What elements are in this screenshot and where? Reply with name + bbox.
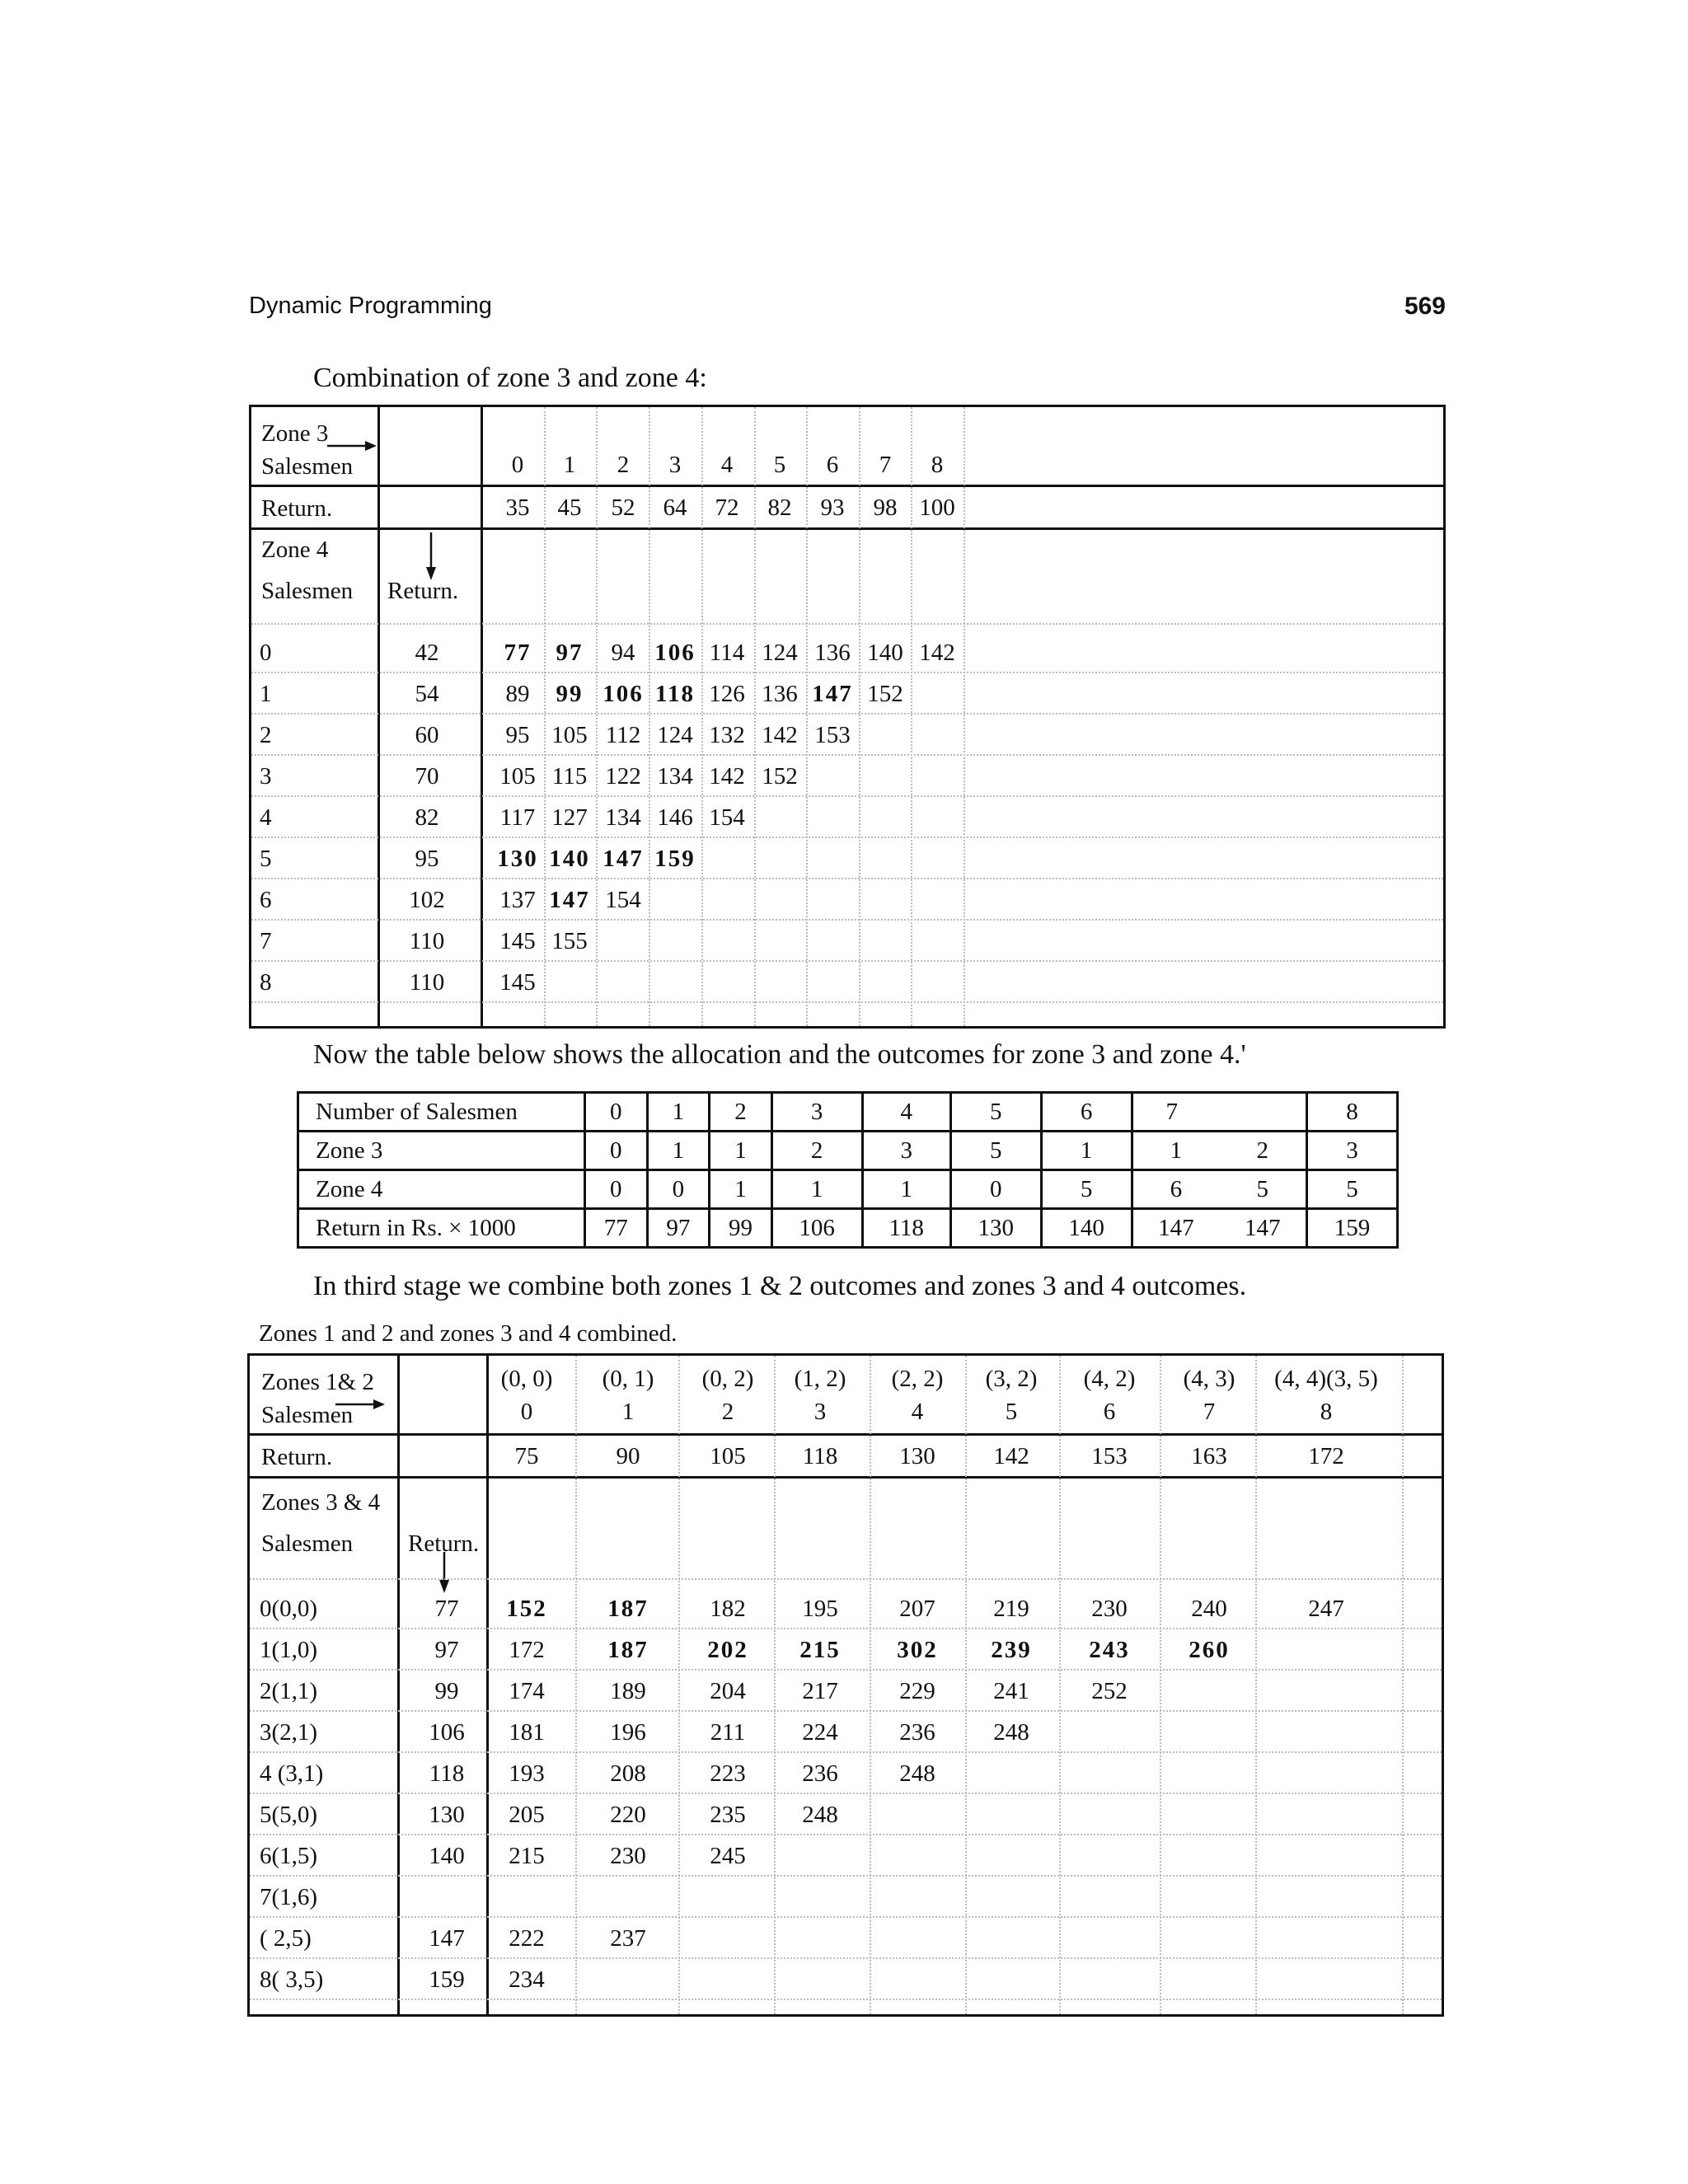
zones34-return-label: Return. bbox=[408, 1530, 480, 1557]
cell: 0 bbox=[950, 1170, 1041, 1209]
row-salesmen: 3 bbox=[260, 763, 272, 790]
col-header: 5 bbox=[773, 452, 786, 478]
table-cell: 230 bbox=[610, 1843, 646, 1869]
col-header: 1 bbox=[621, 1399, 635, 1425]
cell: 1 bbox=[862, 1170, 950, 1209]
label-zone3: Zone 3 bbox=[298, 1132, 585, 1170]
table-cell: 122 bbox=[605, 763, 641, 790]
table-cell: 145 bbox=[499, 969, 536, 996]
cell: 1 bbox=[710, 1132, 772, 1170]
col-return: 93 bbox=[820, 494, 845, 521]
row-salesmen: 5(5,0) bbox=[260, 1802, 318, 1828]
row-salesmen: 0 bbox=[260, 640, 272, 666]
col-return: 105 bbox=[710, 1443, 746, 1469]
table-cell: 211 bbox=[710, 1719, 746, 1746]
table-cell: 205 bbox=[509, 1802, 545, 1828]
cell: 3 bbox=[1307, 1132, 1398, 1170]
table-cell: 124 bbox=[762, 640, 798, 666]
table-cell: 229 bbox=[899, 1678, 935, 1704]
zone4-salesmen-label: Salesmen bbox=[261, 578, 354, 604]
row-salesmen: 2(1,1) bbox=[260, 1678, 318, 1704]
col-pair: (0, 0) bbox=[500, 1366, 553, 1392]
table-cell: 159 bbox=[654, 846, 696, 872]
cell: 2 bbox=[710, 1093, 772, 1132]
zones34-header: Zones 3 & 4 bbox=[261, 1489, 381, 1516]
table-cell: 137 bbox=[499, 887, 536, 913]
right-arrow-icon bbox=[335, 1399, 385, 1410]
table-cell: 217 bbox=[802, 1678, 838, 1704]
cell: 0 bbox=[585, 1132, 648, 1170]
table-cell: 243 bbox=[1089, 1637, 1130, 1663]
col-header: 5 bbox=[1005, 1399, 1018, 1425]
col-header: 0 bbox=[520, 1399, 533, 1425]
cell: 1 bbox=[1041, 1132, 1132, 1170]
row-return: 77 bbox=[434, 1596, 459, 1622]
row-salesmen: 8 bbox=[260, 969, 272, 996]
table-cell: 130 bbox=[497, 846, 538, 872]
row-salesmen: 4 bbox=[260, 804, 272, 831]
cell: 5 bbox=[1219, 1170, 1306, 1209]
table-cell: 114 bbox=[709, 640, 745, 666]
table-cell: 99 bbox=[556, 681, 584, 707]
table-cell: 208 bbox=[610, 1760, 646, 1787]
col-header: 2 bbox=[721, 1399, 734, 1425]
table-cell: 105 bbox=[551, 722, 588, 748]
cell: 3 bbox=[771, 1093, 862, 1132]
table-cell: 248 bbox=[899, 1760, 935, 1787]
row-salesmen: 1(1,0) bbox=[260, 1637, 318, 1663]
table-cell: 152 bbox=[762, 763, 798, 790]
table-cell: 240 bbox=[1191, 1596, 1227, 1622]
cell: 130 bbox=[950, 1209, 1041, 1248]
table-cell: 134 bbox=[605, 804, 641, 831]
row-return: 95 bbox=[415, 846, 439, 872]
table-cell: 193 bbox=[509, 1760, 545, 1787]
table-cell: 117 bbox=[499, 804, 536, 831]
cell: 1 bbox=[647, 1093, 710, 1132]
table-cell: 97 bbox=[556, 640, 584, 666]
table-cell: 302 bbox=[897, 1637, 938, 1663]
row-return: 106 bbox=[429, 1719, 465, 1746]
table-cell: 195 bbox=[802, 1596, 838, 1622]
zone4-return-label: Return. bbox=[387, 578, 459, 604]
table-cell: 260 bbox=[1189, 1637, 1230, 1663]
row-salesmen: 5 bbox=[260, 846, 272, 872]
table-cell: 145 bbox=[499, 928, 536, 954]
cell: 77 bbox=[585, 1209, 648, 1248]
col-header: 2 bbox=[617, 452, 630, 478]
table-cell: 147 bbox=[603, 846, 644, 872]
table-cell: 245 bbox=[710, 1843, 746, 1869]
table-cell: 132 bbox=[709, 722, 745, 748]
table-cell: 77 bbox=[504, 640, 532, 666]
table-cell: 147 bbox=[812, 681, 853, 707]
table-cell: 89 bbox=[505, 681, 530, 707]
col-return: 100 bbox=[919, 494, 955, 521]
zones12-salesmen-label: Salesmen bbox=[261, 1402, 354, 1428]
cell: 1 bbox=[771, 1170, 862, 1209]
right-arrow-icon bbox=[327, 440, 377, 452]
table-cell: 237 bbox=[610, 1925, 646, 1952]
label-return: Return in Rs. × 1000 bbox=[298, 1209, 585, 1248]
table-cell: 248 bbox=[802, 1802, 838, 1828]
table-cell: 235 bbox=[710, 1802, 746, 1828]
row-salesmen: 0(0,0) bbox=[260, 1596, 318, 1622]
col-pair: (4, 4)(3, 5) bbox=[1274, 1366, 1378, 1392]
col-pair: (0, 2) bbox=[701, 1366, 754, 1392]
cell: 2 bbox=[1219, 1132, 1306, 1170]
col-header: 4 bbox=[911, 1399, 924, 1425]
return-label: Return. bbox=[261, 495, 333, 522]
table-cell: 154 bbox=[709, 804, 745, 831]
paragraph-zone3-zone4: Combination of zone 3 and zone 4: bbox=[313, 363, 707, 393]
cell: 159 bbox=[1307, 1209, 1398, 1248]
row-return: 82 bbox=[415, 804, 439, 831]
row-return: 70 bbox=[415, 763, 439, 790]
cell: 3 bbox=[862, 1132, 950, 1170]
table-cell: 147 bbox=[549, 887, 590, 913]
page-number: 569 bbox=[1404, 293, 1446, 320]
cell: 97 bbox=[647, 1209, 710, 1248]
table-cell: 106 bbox=[603, 681, 644, 707]
table-cell: 152 bbox=[867, 681, 903, 707]
col-return: 130 bbox=[899, 1443, 935, 1469]
col-return: 142 bbox=[993, 1443, 1029, 1469]
cell: 6 bbox=[1041, 1093, 1132, 1132]
row-salesmen: 1 bbox=[260, 681, 272, 707]
col-return: 153 bbox=[1091, 1443, 1128, 1469]
col-pair: (4, 3) bbox=[1183, 1366, 1236, 1392]
table-cell: 124 bbox=[657, 722, 693, 748]
col-pair: (3, 2) bbox=[985, 1366, 1038, 1392]
row-salesmen: ( 2,5) bbox=[260, 1925, 312, 1952]
caption-combined: Zones 1 and 2 and zones 3 and 4 combined. bbox=[259, 1320, 678, 1347]
paragraph-allocation: Now the table below shows the allocation and the outcomes for zone 3 and zone 4.' bbox=[313, 1039, 1246, 1070]
row-return: 54 bbox=[415, 681, 439, 707]
cell: 99 bbox=[710, 1209, 772, 1248]
table-cell: 106 bbox=[654, 640, 696, 666]
table-cell: 136 bbox=[814, 640, 851, 666]
table-allocation bbox=[297, 1091, 1399, 1249]
label-number-of-salesmen: Number of Salesmen bbox=[298, 1093, 585, 1132]
col-return: 98 bbox=[873, 494, 898, 521]
col-header: 6 bbox=[1103, 1399, 1116, 1425]
cell: 5 bbox=[950, 1132, 1041, 1170]
row-salesmen: 6 bbox=[260, 887, 272, 913]
col-header: 1 bbox=[563, 452, 576, 478]
cell: 147 bbox=[1132, 1209, 1219, 1248]
table-cell: 136 bbox=[762, 681, 798, 707]
table-cell: 189 bbox=[610, 1678, 646, 1704]
table-zone3-zone4 bbox=[249, 405, 1446, 1029]
label-zone4: Zone 4 bbox=[298, 1170, 585, 1209]
col-return: 163 bbox=[1191, 1443, 1227, 1469]
col-return: 52 bbox=[611, 494, 635, 521]
table-cell: 247 bbox=[1308, 1596, 1344, 1622]
row-return: 147 bbox=[429, 1925, 465, 1952]
row-salesmen: 8( 3,5) bbox=[260, 1966, 324, 1993]
cell: 5 bbox=[1041, 1170, 1132, 1209]
table-cell: 241 bbox=[993, 1678, 1029, 1704]
table-cell: 134 bbox=[657, 763, 693, 790]
col-header: 8 bbox=[931, 452, 944, 478]
table-cell: 223 bbox=[710, 1760, 746, 1787]
table-cell: 215 bbox=[509, 1843, 545, 1869]
table-cell: 118 bbox=[655, 681, 695, 707]
table-cell: 187 bbox=[607, 1637, 649, 1663]
col-return: 82 bbox=[767, 494, 792, 521]
cell: 6 bbox=[1132, 1170, 1219, 1209]
down-arrow-icon bbox=[438, 1552, 451, 1593]
cell: 1 bbox=[647, 1132, 710, 1170]
col-pair: (1, 2) bbox=[794, 1366, 846, 1392]
row-return: 130 bbox=[429, 1802, 465, 1828]
cell: 4 bbox=[862, 1093, 950, 1132]
paragraph-third-stage: In third stage we combine both zones 1 & 2 outcomes and zones 3 and 4 outcomes. bbox=[313, 1271, 1247, 1301]
col-return: 72 bbox=[715, 494, 739, 521]
table-cell: 202 bbox=[707, 1637, 748, 1663]
row-salesmen: 7(1,6) bbox=[260, 1884, 318, 1910]
col-return: 172 bbox=[1308, 1443, 1344, 1469]
table-cell: 140 bbox=[867, 640, 903, 666]
row-salesmen: 7 bbox=[260, 928, 272, 954]
cell: 118 bbox=[862, 1209, 950, 1248]
col-return: 75 bbox=[514, 1443, 539, 1469]
table-cell: 126 bbox=[709, 681, 745, 707]
table-cell: 142 bbox=[762, 722, 798, 748]
row-return: 110 bbox=[409, 969, 445, 996]
row-return: 60 bbox=[415, 722, 439, 748]
table-cell: 95 bbox=[505, 722, 530, 748]
table-cell: 224 bbox=[802, 1719, 838, 1746]
row-return: 140 bbox=[429, 1843, 465, 1869]
col-header: 3 bbox=[814, 1399, 827, 1425]
col-header: 3 bbox=[668, 452, 682, 478]
table-cell: 142 bbox=[919, 640, 955, 666]
table-cell: 252 bbox=[1091, 1678, 1128, 1704]
table-cell: 236 bbox=[802, 1760, 838, 1787]
col-header: 8 bbox=[1320, 1399, 1333, 1425]
table-cell: 105 bbox=[499, 763, 536, 790]
cell: 0 bbox=[647, 1170, 710, 1209]
table-cell: 154 bbox=[605, 887, 641, 913]
row-return: 42 bbox=[415, 640, 439, 666]
table-cell: 239 bbox=[991, 1637, 1032, 1663]
table-cell: 112 bbox=[605, 722, 641, 748]
table-cell: 204 bbox=[710, 1678, 746, 1704]
running-title: Dynamic Programming bbox=[249, 293, 492, 319]
row-return: 97 bbox=[434, 1637, 459, 1663]
table-cell: 196 bbox=[610, 1719, 646, 1746]
zones34-salesmen-label: Salesmen bbox=[261, 1530, 354, 1557]
table-cell: 219 bbox=[993, 1596, 1029, 1622]
cell: 147 bbox=[1219, 1209, 1306, 1248]
page-header bbox=[249, 293, 1446, 326]
zones12-header: Zones 1& 2 bbox=[261, 1369, 374, 1395]
col-pair: (4, 2) bbox=[1083, 1366, 1136, 1392]
col-pair: (2, 2) bbox=[891, 1366, 944, 1392]
table-cell: 181 bbox=[509, 1719, 545, 1746]
col-return: 35 bbox=[505, 494, 530, 521]
cell: 5 bbox=[950, 1093, 1041, 1132]
row-salesmen: 2 bbox=[260, 722, 272, 748]
zone3-salesmen-label: Salesmen bbox=[261, 453, 354, 480]
row-salesmen: 3(2,1) bbox=[260, 1719, 318, 1746]
cell: 2 bbox=[771, 1132, 862, 1170]
row-return: 159 bbox=[429, 1966, 465, 1993]
return-label: Return. bbox=[261, 1444, 333, 1470]
col-return: 64 bbox=[663, 494, 687, 521]
col-return: 90 bbox=[616, 1443, 640, 1469]
table-combined bbox=[247, 1353, 1444, 2017]
table-cell: 140 bbox=[549, 846, 590, 872]
table-cell: 152 bbox=[506, 1596, 547, 1622]
cell: 1 bbox=[710, 1170, 772, 1209]
cell: 8 bbox=[1307, 1093, 1398, 1132]
cell: 5 bbox=[1307, 1170, 1398, 1209]
row-salesmen: 6(1,5) bbox=[260, 1843, 318, 1869]
zone4-header: Zone 4 bbox=[261, 537, 329, 563]
row-return: 110 bbox=[409, 928, 445, 954]
row-salesmen: 4 (3,1) bbox=[260, 1760, 324, 1787]
table-cell: 248 bbox=[993, 1719, 1029, 1746]
table-cell: 142 bbox=[709, 763, 745, 790]
table-cell: 146 bbox=[657, 804, 693, 831]
row-return: 118 bbox=[429, 1760, 465, 1787]
col-header: 0 bbox=[511, 452, 524, 478]
col-header: 7 bbox=[1203, 1399, 1216, 1425]
table-cell: 182 bbox=[710, 1596, 746, 1622]
row-return: 102 bbox=[409, 887, 445, 913]
cell: 140 bbox=[1041, 1209, 1132, 1248]
col-return: 118 bbox=[802, 1443, 838, 1469]
zone3-header: Zone 3 bbox=[261, 420, 329, 447]
table-cell: 236 bbox=[899, 1719, 935, 1746]
table-cell: 230 bbox=[1091, 1596, 1128, 1622]
table-cell: 222 bbox=[509, 1925, 545, 1952]
table-cell: 207 bbox=[899, 1596, 935, 1622]
cell: 0 bbox=[585, 1170, 648, 1209]
col-header: 7 bbox=[879, 452, 892, 478]
cell: 0 bbox=[585, 1093, 648, 1132]
table-cell: 172 bbox=[509, 1637, 545, 1663]
col-pair: (0, 1) bbox=[602, 1366, 654, 1392]
cell: 106 bbox=[771, 1209, 862, 1248]
table-cell: 115 bbox=[551, 763, 588, 790]
table-cell: 174 bbox=[509, 1678, 545, 1704]
row-return: 99 bbox=[434, 1678, 459, 1704]
table-cell: 220 bbox=[610, 1802, 646, 1828]
table-cell: 187 bbox=[607, 1596, 649, 1622]
cell: 7 bbox=[1132, 1093, 1307, 1132]
col-header: 6 bbox=[826, 452, 839, 478]
table-cell: 127 bbox=[551, 804, 588, 831]
table-cell: 215 bbox=[799, 1637, 841, 1663]
cell: 1 bbox=[1132, 1132, 1219, 1170]
col-header: 4 bbox=[720, 452, 734, 478]
down-arrow-icon bbox=[424, 532, 438, 580]
col-return: 45 bbox=[557, 494, 582, 521]
table-cell: 234 bbox=[509, 1966, 545, 1993]
table-cell: 155 bbox=[551, 928, 588, 954]
table-cell: 153 bbox=[814, 722, 851, 748]
table-cell: 94 bbox=[611, 640, 635, 666]
